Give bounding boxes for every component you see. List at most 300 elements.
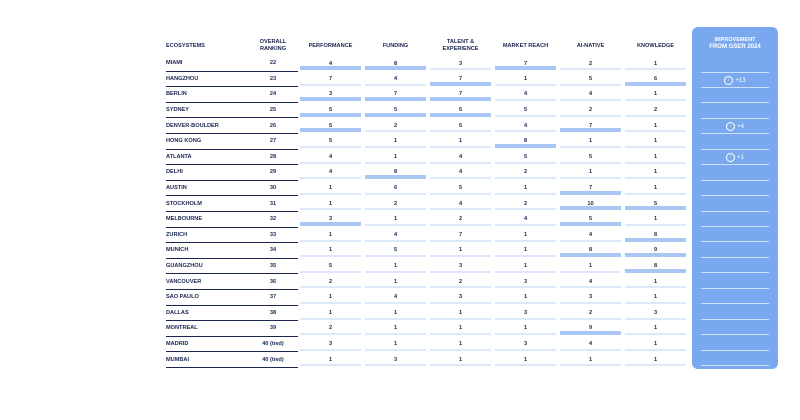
talent-score: [428, 258, 493, 274]
score-underline: [625, 177, 686, 179]
score-value: 6: [393, 185, 398, 192]
score-value: 1: [393, 263, 398, 270]
market-reach-score: [493, 289, 558, 305]
improvement-header-line2: FROM GSER 2024: [709, 44, 761, 50]
overall-rank: 40 (tied): [248, 336, 298, 352]
market-reach-score: [493, 352, 558, 368]
performance-score: [298, 149, 363, 165]
performance-score: [298, 180, 363, 196]
score-underline: [365, 193, 426, 195]
score-underline: [495, 99, 556, 101]
ecosystem-name: SAO PAULO: [166, 289, 248, 305]
knowledge-score: [623, 71, 688, 87]
score-underline: [300, 302, 361, 304]
score-value: 1: [653, 294, 658, 301]
up-arrow-icon: ↑: [726, 122, 735, 131]
knowledge-score: [623, 102, 688, 118]
score-underline: [625, 349, 686, 351]
score-value: 1: [393, 309, 398, 316]
score-underline: [300, 193, 361, 195]
score-underline: [625, 269, 686, 273]
score-value: 1: [458, 340, 463, 347]
improvement-text: +4: [737, 124, 744, 131]
score-underline: [495, 271, 556, 273]
knowledge-score: [623, 352, 688, 368]
improvement-row-divider: [701, 272, 769, 273]
table-row: [166, 352, 688, 368]
overall-rank: 32: [248, 211, 298, 227]
score-value: 1: [523, 294, 528, 301]
score-value: 4: [458, 153, 463, 160]
score-underline: [495, 84, 556, 86]
talent-score: [428, 289, 493, 305]
score-value: 4: [328, 169, 333, 176]
ecosystem-name: ZURICH: [166, 227, 248, 243]
score-value: 2: [588, 107, 593, 114]
market-reach-score: [493, 196, 558, 212]
score-value: 10: [587, 200, 594, 207]
ecosystem-ranking-table: [166, 36, 688, 368]
ecosystem-name: VANCOUVER: [166, 274, 248, 290]
talent-score: [428, 336, 493, 352]
improvement-value: [692, 122, 778, 131]
score-value: 1: [653, 185, 658, 192]
market-reach-score: [493, 180, 558, 196]
improvement-row-divider: [701, 334, 769, 335]
score-value: 8: [588, 247, 593, 254]
market-reach-score: [493, 227, 558, 243]
score-value: 1: [458, 325, 463, 332]
score-underline: [300, 113, 361, 117]
ai-native-score: [558, 87, 623, 103]
performance-score: [298, 165, 363, 181]
funding-score: [363, 305, 428, 321]
score-value: 3: [458, 60, 463, 67]
overall-rank: 39: [248, 321, 298, 337]
score-underline: [430, 318, 491, 320]
overall-rank: 35: [248, 258, 298, 274]
improvement-row-divider: [701, 241, 769, 242]
score-value: 3: [328, 91, 333, 98]
score-underline: [560, 162, 621, 164]
improvement-value: [692, 153, 778, 162]
score-underline: [430, 286, 491, 288]
score-value: 1: [393, 278, 398, 285]
knowledge-score: [623, 149, 688, 165]
ecosystem-name: DALLAS: [166, 305, 248, 321]
score-underline: [300, 364, 361, 366]
ecosystem-name: DENVER-BOULDER: [166, 118, 248, 134]
score-value: 4: [588, 340, 593, 347]
header-market-reach: MARKET REACH: [502, 42, 549, 49]
market-reach-score: [493, 258, 558, 274]
score-underline: [560, 128, 621, 132]
score-value: 1: [393, 153, 398, 160]
score-value: 1: [393, 216, 398, 223]
score-value: 1: [523, 231, 528, 238]
score-value: 5: [393, 107, 398, 114]
ai-native-score: [558, 321, 623, 337]
table-row: [166, 149, 688, 165]
header-knowledge: KNOWLEDGE: [637, 42, 674, 49]
table-row: [166, 305, 688, 321]
score-underline: [365, 84, 426, 86]
ai-native-score: [558, 102, 623, 118]
ai-native-score: [558, 258, 623, 274]
score-underline: [495, 224, 556, 226]
performance-score: [298, 352, 363, 368]
performance-score: [298, 305, 363, 321]
score-underline: [430, 364, 491, 366]
score-underline: [495, 333, 556, 335]
score-underline: [300, 349, 361, 351]
score-value: 4: [588, 231, 593, 238]
score-underline: [625, 224, 686, 226]
up-arrow-icon: ↑: [724, 76, 733, 85]
score-underline: [300, 286, 361, 288]
header-ecosystems: ECOSYSTEMS: [166, 42, 205, 49]
score-value: 1: [328, 185, 333, 192]
overall-rank: 34: [248, 243, 298, 259]
overall-rank: 23: [248, 71, 298, 87]
score-underline: [365, 318, 426, 320]
score-value: 1: [458, 138, 463, 145]
table-row: [166, 336, 688, 352]
score-underline: [625, 333, 686, 335]
score-value: 4: [328, 153, 333, 160]
score-value: 1: [523, 75, 528, 82]
score-value: 2: [393, 122, 398, 129]
score-underline: [300, 146, 361, 148]
score-underline: [625, 115, 686, 117]
improvement-row-divider: [701, 365, 769, 366]
score-underline: [365, 364, 426, 366]
score-underline: [430, 255, 491, 257]
funding-score: [363, 71, 428, 87]
score-value: 2: [653, 107, 658, 114]
score-value: 1: [393, 325, 398, 332]
score-underline: [625, 99, 686, 101]
score-underline: [625, 146, 686, 148]
score-underline: [430, 146, 491, 148]
knowledge-score: [623, 289, 688, 305]
score-value: 1: [458, 356, 463, 363]
improvement-row-divider: [701, 72, 769, 73]
score-value: 5: [523, 107, 528, 114]
score-underline: [430, 333, 491, 335]
score-value: 9: [653, 247, 658, 254]
performance-score: [298, 336, 363, 352]
score-underline: [560, 115, 621, 117]
ecosystem-name: MADRID: [166, 336, 248, 352]
score-value: 1: [523, 247, 528, 254]
performance-score: [298, 274, 363, 290]
table-row: [166, 227, 688, 243]
table-row: [166, 102, 688, 118]
score-underline: [300, 318, 361, 320]
market-reach-score: [493, 71, 558, 87]
score-underline: [560, 302, 621, 304]
score-value: 2: [588, 309, 593, 316]
score-value: 5: [328, 122, 333, 129]
score-underline: [495, 286, 556, 288]
score-underline: [495, 240, 556, 242]
ecosystem-name: MONTREAL: [166, 321, 248, 337]
score-underline: [560, 99, 621, 101]
score-underline: [430, 162, 491, 164]
table-row: [166, 243, 688, 259]
score-value: 1: [653, 138, 658, 145]
score-value: 1: [523, 356, 528, 363]
score-underline: [560, 318, 621, 320]
ecosystem-name: MELBOURNE: [166, 211, 248, 227]
score-value: 9: [588, 325, 593, 332]
overall-rank: 22: [248, 56, 298, 71]
overall-rank: 37: [248, 289, 298, 305]
score-value: 4: [393, 75, 398, 82]
score-underline: [430, 177, 491, 179]
performance-score: [298, 211, 363, 227]
knowledge-score: [623, 118, 688, 134]
overall-rank: 29: [248, 165, 298, 181]
market-reach-score: [493, 274, 558, 290]
score-value: 1: [653, 356, 658, 363]
score-underline: [430, 240, 491, 242]
performance-score: [298, 289, 363, 305]
table-row: [166, 196, 688, 212]
score-underline: [365, 286, 426, 288]
score-value: 5: [588, 75, 593, 82]
improvement-row-divider: [701, 118, 769, 119]
score-value: 1: [458, 309, 463, 316]
score-value: 4: [393, 294, 398, 301]
score-underline: [495, 349, 556, 351]
ecosystem-name: HANGZHOU: [166, 71, 248, 87]
funding-score: [363, 102, 428, 118]
score-value: 7: [458, 231, 463, 238]
score-underline: [365, 349, 426, 351]
ecosystem-name: ATLANTA: [166, 149, 248, 165]
score-value: 2: [523, 200, 528, 207]
score-value: 2: [523, 169, 528, 176]
market-reach-score: [493, 87, 558, 103]
improvement-row-divider: [701, 195, 769, 196]
improvement-header-line1: IMPROVEMENT: [714, 37, 756, 43]
score-underline: [560, 146, 621, 148]
score-underline: [430, 130, 491, 132]
score-value: 1: [393, 138, 398, 145]
overall-rank: 33: [248, 227, 298, 243]
improvement-row-divider: [701, 164, 769, 165]
knowledge-score: [623, 180, 688, 196]
score-value: 1: [458, 247, 463, 254]
score-underline: [625, 364, 686, 366]
performance-score: [298, 102, 363, 118]
score-value: 4: [458, 200, 463, 207]
score-underline: [300, 222, 361, 226]
score-value: 5: [588, 153, 593, 160]
market-reach-score: [493, 149, 558, 165]
ecosystem-name: HONG KONG: [166, 133, 248, 149]
funding-score: [363, 352, 428, 368]
score-underline: [300, 255, 361, 257]
improvement-row-divider: [701, 257, 769, 258]
table-row: [166, 56, 688, 71]
score-value: 3: [653, 309, 658, 316]
score-underline: [560, 68, 621, 70]
improvement-row-divider: [701, 303, 769, 304]
talent-score: [428, 149, 493, 165]
score-underline: [560, 331, 621, 335]
funding-score: [363, 211, 428, 227]
score-underline: [625, 206, 686, 210]
market-reach-score: [493, 321, 558, 337]
talent-score: [428, 305, 493, 321]
score-value: 5: [328, 263, 333, 270]
score-underline: [365, 255, 426, 257]
improvement-row-divider: [701, 319, 769, 320]
header-talent: TALENT & EXPERIENCE: [442, 39, 479, 52]
talent-score: [428, 102, 493, 118]
score-value: 1: [328, 247, 333, 254]
score-underline: [560, 177, 621, 179]
score-value: 1: [328, 231, 333, 238]
score-value: 3: [458, 263, 463, 270]
score-value: 7: [588, 185, 593, 192]
ecosystem-name: MUMBAI: [166, 352, 248, 368]
score-value: 8: [653, 231, 658, 238]
improvement-row-divider: [701, 87, 769, 88]
market-reach-score: [493, 133, 558, 149]
score-underline: [625, 286, 686, 288]
score-underline: [495, 144, 556, 148]
score-value: 2: [458, 216, 463, 223]
score-value: 7: [588, 122, 593, 129]
table-row: [166, 133, 688, 149]
performance-score: [298, 196, 363, 212]
talent-score: [428, 87, 493, 103]
knowledge-score: [623, 227, 688, 243]
score-underline: [495, 193, 556, 195]
score-underline: [560, 349, 621, 351]
score-value: 4: [393, 231, 398, 238]
score-value: 1: [653, 91, 658, 98]
score-value: 3: [523, 340, 528, 347]
score-underline: [495, 302, 556, 304]
performance-score: [298, 321, 363, 337]
score-value: 2: [328, 325, 333, 332]
ecosystem-name: DELHI: [166, 165, 248, 181]
score-value: 4: [328, 60, 333, 67]
funding-score: [363, 258, 428, 274]
score-underline: [365, 224, 426, 226]
funding-score: [363, 87, 428, 103]
overall-rank: 36: [248, 274, 298, 290]
score-underline: [560, 271, 621, 273]
score-value: 5: [458, 185, 463, 192]
talent-score: [428, 56, 493, 71]
score-underline: [300, 240, 361, 242]
ai-native-score: [558, 71, 623, 87]
ai-native-score: [558, 305, 623, 321]
table-row: [166, 180, 688, 196]
funding-score: [363, 56, 428, 71]
ecosystem-name: GUANGZHOU: [166, 258, 248, 274]
knowledge-score: [623, 165, 688, 181]
score-underline: [430, 271, 491, 273]
score-underline: [430, 82, 491, 86]
table-row: [166, 165, 688, 181]
score-underline: [430, 193, 491, 195]
ai-native-score: [558, 336, 623, 352]
score-underline: [560, 206, 621, 210]
score-value: 1: [523, 185, 528, 192]
overall-rank: 26: [248, 118, 298, 134]
score-value: 8: [653, 263, 658, 270]
talent-score: [428, 243, 493, 259]
score-underline: [365, 333, 426, 335]
score-value: 4: [588, 91, 593, 98]
ai-native-score: [558, 274, 623, 290]
score-value: 3: [328, 340, 333, 347]
overall-rank: 24: [248, 87, 298, 103]
score-underline: [560, 364, 621, 366]
improvement-row-divider: [701, 288, 769, 289]
score-value: 1: [653, 216, 658, 223]
market-reach-score: [493, 118, 558, 134]
score-value: 1: [653, 169, 658, 176]
funding-score: [363, 165, 428, 181]
score-value: 4: [523, 216, 528, 223]
score-value: 1: [393, 340, 398, 347]
score-value: 4: [523, 122, 528, 129]
score-value: 1: [523, 263, 528, 270]
ecosystem-name: SYDNEY: [166, 102, 248, 118]
knowledge-score: [623, 336, 688, 352]
market-reach-score: [493, 336, 558, 352]
knowledge-score: [623, 321, 688, 337]
score-underline: [430, 68, 491, 70]
performance-score: [298, 71, 363, 87]
score-value: 4: [458, 169, 463, 176]
score-underline: [365, 146, 426, 148]
score-underline: [625, 318, 686, 320]
score-value: 8: [393, 60, 398, 67]
score-value: 7: [458, 75, 463, 82]
score-underline: [365, 175, 426, 179]
talent-score: [428, 274, 493, 290]
score-underline: [495, 318, 556, 320]
performance-score: [298, 87, 363, 103]
table-row: [166, 274, 688, 290]
score-underline: [560, 286, 621, 288]
overall-rank: 38: [248, 305, 298, 321]
funding-score: [363, 321, 428, 337]
score-underline: [560, 222, 621, 226]
score-value: 3: [588, 294, 593, 301]
knowledge-score: [623, 243, 688, 259]
score-underline: [365, 271, 426, 273]
table-row: [166, 118, 688, 134]
talent-score: [428, 118, 493, 134]
performance-score: [298, 118, 363, 134]
improvement-row-divider: [701, 180, 769, 181]
score-value: 1: [653, 325, 658, 332]
score-value: 3: [393, 356, 398, 363]
table-row: [166, 258, 688, 274]
score-value: 2: [458, 278, 463, 285]
funding-score: [363, 118, 428, 134]
